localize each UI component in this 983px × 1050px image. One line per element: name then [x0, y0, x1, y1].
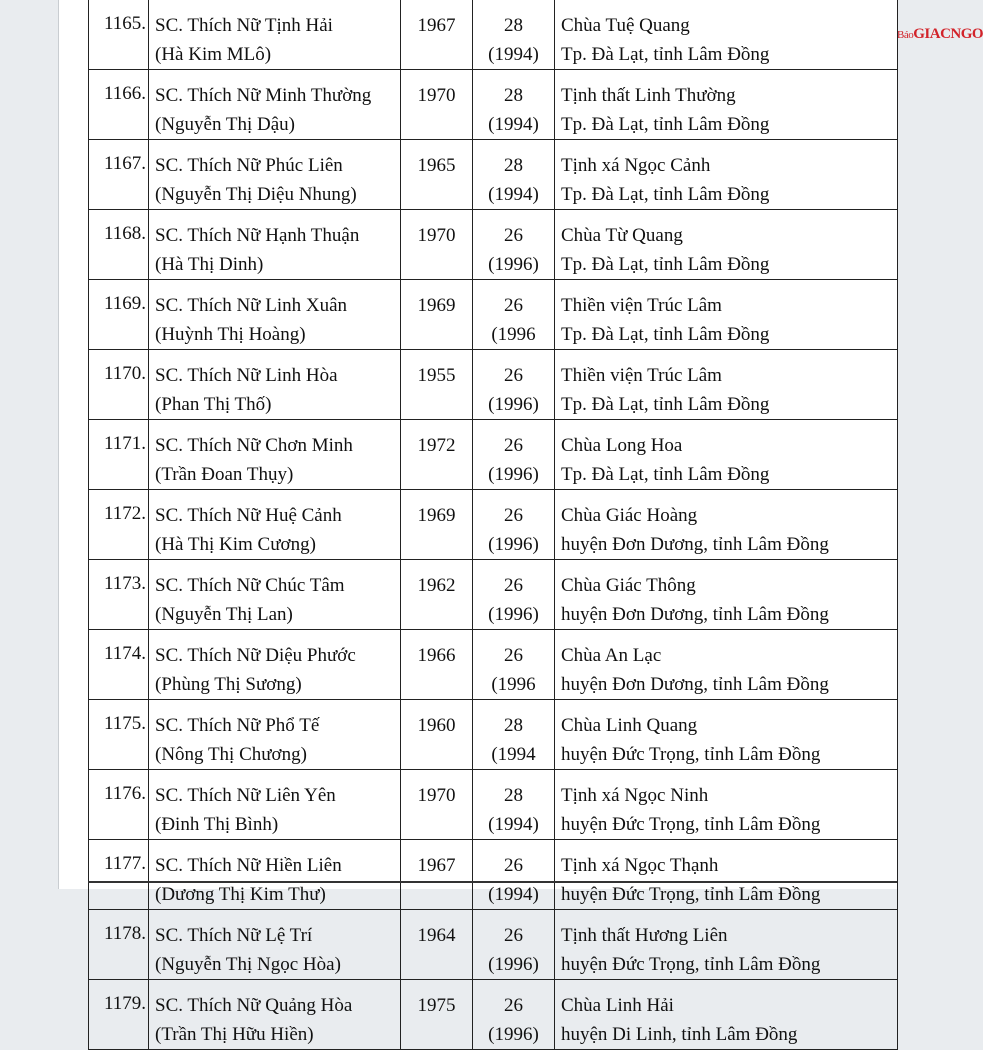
temple-location: huyện Đức Trọng, tỉnh Lâm Đồng — [561, 954, 821, 975]
temple-location: Tp. Đà Lạt, tỉnh Lâm Đồng — [561, 114, 770, 135]
ordination-cell — [473, 140, 555, 210]
dharma-name: SC. Thích Nữ Chơn Minh — [155, 435, 353, 456]
entry-number: 1169. — [103, 293, 146, 314]
entry-number: 1175. — [103, 713, 146, 734]
birth-year: 1975 — [417, 995, 456, 1016]
temple-name: Chùa Linh Quang — [561, 715, 698, 736]
ordination-year: (1994 — [491, 744, 536, 765]
temple-location: huyện Di Linh, tỉnh Lâm Đồng — [561, 1024, 798, 1045]
ordination-year: (1996) — [488, 394, 539, 415]
ordination-cell — [473, 420, 555, 490]
name-cell — [149, 350, 401, 420]
entry-number-cell — [89, 490, 149, 560]
birth-year: 1969 — [417, 505, 456, 526]
ordination-year: (1996) — [488, 954, 539, 975]
birth-year-cell — [401, 350, 473, 420]
ordination-year: (1994) — [488, 884, 539, 905]
ordination-year: (1996 — [491, 324, 536, 345]
entry-number-cell — [89, 140, 149, 210]
dharma-name: SC. Thích Nữ Huệ Cảnh — [155, 505, 342, 526]
entry-number-cell — [89, 350, 149, 420]
birth-year: 1970 — [417, 785, 456, 806]
ordination-age: 26 — [504, 435, 523, 456]
birth-year-cell — [401, 770, 473, 840]
birth-year: 1955 — [417, 365, 456, 386]
birth-year-cell — [401, 420, 473, 490]
birth-year-cell — [401, 0, 473, 70]
ordination-age: 28 — [504, 155, 523, 176]
ordination-cell — [473, 560, 555, 630]
entry-number-cell — [89, 980, 149, 1050]
name-cell — [149, 560, 401, 630]
ordination-cell — [473, 910, 555, 980]
ordination-cell — [473, 70, 555, 140]
temple-name: Tịnh xá Ngọc Ninh — [561, 785, 709, 806]
table-row — [89, 280, 898, 350]
lay-name: (Phan Thị Thố) — [155, 394, 272, 415]
residence-cell — [555, 630, 898, 700]
temple-location: huyện Đơn Dương, tỉnh Lâm Đồng — [561, 604, 829, 625]
temple-location: Tp. Đà Lạt, tỉnh Lâm Đồng — [561, 44, 770, 65]
lay-name: (Đinh Thị Bình) — [155, 814, 279, 835]
name-cell — [149, 980, 401, 1050]
ordination-year: (1994) — [488, 814, 539, 835]
ordination-cell — [473, 980, 555, 1050]
dharma-name: SC. Thích Nữ Phúc Liên — [155, 155, 343, 176]
ordination-cell — [473, 490, 555, 560]
ordination-age: 28 — [504, 785, 523, 806]
ordination-year: (1994) — [488, 184, 539, 205]
birth-year-cell — [401, 700, 473, 770]
temple-name: Chùa Tuệ Quang — [561, 15, 690, 36]
entry-number-cell — [89, 630, 149, 700]
birth-year: 1962 — [417, 575, 456, 596]
table-row — [89, 70, 898, 140]
dharma-name: SC. Thích Nữ Minh Thường — [155, 85, 372, 106]
birth-year: 1964 — [417, 925, 456, 946]
birth-year-cell — [401, 70, 473, 140]
ordination-age: 26 — [504, 505, 523, 526]
table-row — [89, 560, 898, 630]
entry-number: 1173. — [103, 573, 146, 594]
entry-number-cell — [89, 560, 149, 630]
residence-cell — [555, 840, 898, 910]
entry-number: 1171. — [103, 433, 146, 454]
birth-year: 1970 — [417, 85, 456, 106]
birth-year-cell — [401, 490, 473, 560]
temple-name: Chùa Giác Hoàng — [561, 505, 698, 526]
ordination-age: 28 — [504, 15, 523, 36]
ordination-cell — [473, 350, 555, 420]
temple-location: huyện Đơn Dương, tỉnh Lâm Đồng — [561, 534, 829, 555]
entry-number-cell — [89, 70, 149, 140]
residence-cell — [555, 770, 898, 840]
entry-number-cell — [89, 210, 149, 280]
temple-name: Thiền viện Trúc Lâm — [561, 295, 722, 316]
ordination-age: 26 — [504, 995, 523, 1016]
name-cell — [149, 770, 401, 840]
name-cell — [149, 910, 401, 980]
birth-year: 1972 — [417, 435, 456, 456]
lay-name: (Hà Thị Dinh) — [155, 254, 264, 275]
table-row — [89, 840, 898, 910]
name-cell — [149, 490, 401, 560]
dharma-name: SC. Thích Nữ Phổ Tế — [155, 715, 320, 736]
dharma-name: SC. Thích Nữ Linh Xuân — [155, 295, 348, 316]
ordination-age: 26 — [504, 645, 523, 666]
name-cell — [149, 140, 401, 210]
ordination-age: 26 — [504, 575, 523, 596]
entry-number: 1172. — [103, 503, 146, 524]
temple-location: huyện Đức Trọng, tỉnh Lâm Đồng — [561, 884, 821, 905]
entry-number: 1165. — [103, 13, 146, 34]
temple-name: Thiền viện Trúc Lâm — [561, 365, 722, 386]
temple-location: huyện Đức Trọng, tỉnh Lâm Đồng — [561, 744, 821, 765]
temple-name: Chùa Linh Hải — [561, 995, 674, 1016]
residence-cell — [555, 140, 898, 210]
temple-name: Chùa An Lạc — [561, 645, 662, 666]
temple-location: Tp. Đà Lạt, tỉnh Lâm Đồng — [561, 394, 770, 415]
birth-year-cell — [401, 980, 473, 1050]
lay-name: (Phùng Thị Sương) — [155, 674, 302, 695]
ordination-cell — [473, 210, 555, 280]
dharma-name: SC. Thích Nữ Hiền Liên — [155, 855, 342, 876]
dharma-name: SC. Thích Nữ Tịnh Hải — [155, 15, 333, 36]
table-row — [89, 980, 898, 1050]
ordination-age: 26 — [504, 855, 523, 876]
ordination-cell — [473, 0, 555, 70]
birth-year-cell — [401, 210, 473, 280]
ordination-year: (1994) — [488, 114, 539, 135]
ordination-cell — [473, 770, 555, 840]
residence-cell — [555, 70, 898, 140]
dharma-name: SC. Thích Nữ Diệu Phước — [155, 645, 356, 666]
table-row — [89, 210, 898, 280]
temple-name: Tịnh thất Linh Thường — [561, 85, 736, 106]
table-row — [89, 420, 898, 490]
entry-number-cell — [89, 700, 149, 770]
entry-number: 1168. — [103, 223, 146, 244]
entry-number: 1179. — [103, 993, 146, 1014]
birth-year: 1970 — [417, 225, 456, 246]
ordination-cell — [473, 840, 555, 910]
table-row — [89, 140, 898, 210]
name-cell — [149, 420, 401, 490]
residence-cell — [555, 420, 898, 490]
table-row — [89, 0, 898, 70]
lay-name: (Nguyễn Thị Dậu) — [155, 114, 296, 135]
entry-number-cell — [89, 0, 149, 70]
entry-number-cell — [89, 910, 149, 980]
entry-number: 1170. — [103, 363, 146, 384]
residence-cell — [555, 280, 898, 350]
temple-name: Chùa Long Hoa — [561, 435, 683, 456]
ordination-cell — [473, 700, 555, 770]
entry-number-cell — [89, 770, 149, 840]
name-cell — [149, 840, 401, 910]
ordination-year: (1996) — [488, 604, 539, 625]
birth-year: 1960 — [417, 715, 456, 736]
name-cell — [149, 630, 401, 700]
birth-year: 1969 — [417, 295, 456, 316]
ordination-cell — [473, 280, 555, 350]
residence-cell — [555, 700, 898, 770]
temple-name: Tịnh xá Ngọc Thạnh — [561, 855, 719, 876]
lay-name: (Nguyễn Thị Ngọc Hòa) — [155, 954, 341, 975]
temple-location: Tp. Đà Lạt, tỉnh Lâm Đồng — [561, 254, 770, 275]
ordination-year: (1996) — [488, 254, 539, 275]
temple-name: Chùa Giác Thông — [561, 575, 696, 596]
ordination-list-table — [88, 0, 898, 1050]
birth-year-cell — [401, 140, 473, 210]
watermark-prefix: Báo — [897, 29, 914, 41]
name-cell — [149, 700, 401, 770]
lay-name: (Nguyễn Thị Diệu Nhung) — [155, 184, 357, 205]
residence-cell — [555, 490, 898, 560]
temple-location: huyện Đức Trọng, tỉnh Lâm Đồng — [561, 814, 821, 835]
dharma-name: SC. Thích Nữ Linh Hòa — [155, 365, 338, 386]
watermark-brand: GIACNGO — [913, 26, 983, 42]
ordination-year: (1994) — [488, 44, 539, 65]
name-cell — [149, 70, 401, 140]
ordination-age: 26 — [504, 225, 523, 246]
residence-cell — [555, 210, 898, 280]
name-cell — [149, 280, 401, 350]
ordination-age: 26 — [504, 925, 523, 946]
ordination-age: 26 — [504, 295, 523, 316]
ordination-year: (1996) — [488, 464, 539, 485]
table-row — [89, 490, 898, 560]
birth-year: 1967 — [417, 855, 456, 876]
birth-year-cell — [401, 840, 473, 910]
dharma-name: SC. Thích Nữ Lệ Trí — [155, 925, 313, 946]
temple-location: Tp. Đà Lạt, tỉnh Lâm Đồng — [561, 324, 770, 345]
temple-location: Tp. Đà Lạt, tỉnh Lâm Đồng — [561, 464, 770, 485]
birth-year: 1967 — [417, 15, 456, 36]
temple-name: Chùa Từ Quang — [561, 225, 683, 246]
residence-cell — [555, 0, 898, 70]
temple-name: Tịnh xá Ngọc Cảnh — [561, 155, 711, 176]
table-row — [89, 700, 898, 770]
entry-number-cell — [89, 280, 149, 350]
entry-number: 1177. — [103, 853, 146, 874]
birth-year-cell — [401, 280, 473, 350]
residence-cell — [555, 980, 898, 1050]
birth-year: 1966 — [417, 645, 456, 666]
dharma-name: SC. Thích Nữ Chúc Tâm — [155, 575, 345, 596]
entry-number: 1176. — [103, 783, 146, 804]
table-row — [89, 770, 898, 840]
table-row — [89, 350, 898, 420]
lay-name: (Hà Kim MLô) — [155, 44, 272, 65]
ordination-age: 26 — [504, 365, 523, 386]
entry-number: 1167. — [103, 153, 146, 174]
table-body — [89, 0, 898, 1050]
ordination-year: (1996) — [488, 1024, 539, 1045]
residence-cell — [555, 560, 898, 630]
entry-number-cell — [89, 840, 149, 910]
birth-year-cell — [401, 630, 473, 700]
name-cell — [149, 210, 401, 280]
entry-number: 1178. — [103, 923, 146, 944]
name-cell — [149, 0, 401, 70]
ordination-year: (1996 — [491, 674, 536, 695]
birth-year: 1965 — [417, 155, 456, 176]
birth-year-cell — [401, 560, 473, 630]
birth-year-cell — [401, 910, 473, 980]
dharma-name: SC. Thích Nữ Hạnh Thuận — [155, 225, 360, 246]
temple-location: huyện Đơn Dương, tỉnh Lâm Đồng — [561, 674, 829, 695]
lay-name: (Nguyễn Thị Lan) — [155, 604, 293, 625]
dharma-name: SC. Thích Nữ Quảng Hòa — [155, 995, 353, 1016]
table-bottom-border — [88, 881, 897, 883]
lay-name: (Dương Thị Kim Thư) — [155, 884, 326, 905]
entry-number: 1174. — [103, 643, 146, 664]
lay-name: (Trần Thị Hữu Hiền) — [155, 1024, 314, 1045]
lay-name: (Nông Thị Chương) — [155, 744, 307, 765]
ordination-cell — [473, 630, 555, 700]
lay-name: (Trần Đoan Thụy) — [155, 464, 294, 485]
table-row — [89, 910, 898, 980]
residence-cell — [555, 910, 898, 980]
residence-cell — [555, 350, 898, 420]
lay-name: (Huỳnh Thị Hoàng) — [155, 324, 306, 345]
entry-number: 1166. — [103, 83, 146, 104]
lay-name: (Hà Thị Kim Cương) — [155, 534, 316, 555]
ordination-age: 28 — [504, 715, 523, 736]
temple-location: Tp. Đà Lạt, tỉnh Lâm Đồng — [561, 184, 770, 205]
ordination-age: 28 — [504, 85, 523, 106]
table-row — [89, 630, 898, 700]
newspaper-watermark — [897, 26, 983, 42]
ordination-year: (1996) — [488, 534, 539, 555]
entry-number-cell — [89, 420, 149, 490]
dharma-name: SC. Thích Nữ Liên Yên — [155, 785, 336, 806]
temple-name: Tịnh thất Hương Liên — [561, 925, 728, 946]
